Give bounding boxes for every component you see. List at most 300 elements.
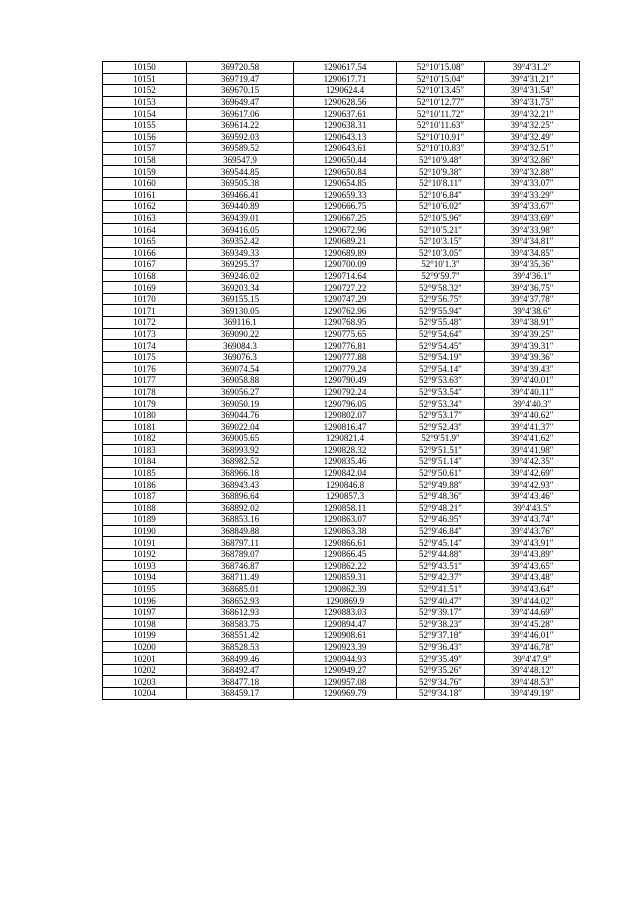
longitude-cell: 39°4′44.69″ [485,606,580,618]
latitude-cell: 52°10′8.11″ [397,177,485,189]
latitude-cell: 52°10′11.63″ [397,119,485,131]
table-row [103,212,580,224]
x-coordinate-cell: 369547.9 [187,154,294,166]
y-coordinate-cell: 1290638.31 [294,119,397,131]
table-row [103,479,580,491]
y-coordinate-cell: 1290628.56 [294,96,397,108]
y-coordinate-cell: 1290883.03 [294,606,397,618]
point-id-cell: 10184 [103,456,187,468]
longitude-cell: 39°4′39.43″ [485,363,580,375]
latitude-cell: 52°9′40.47″ [397,595,485,607]
point-id-cell: 10190 [103,525,187,537]
table-row [103,305,580,317]
point-id-cell: 10177 [103,375,187,387]
x-coordinate-cell: 369044.76 [187,409,294,421]
table-row [103,375,580,387]
longitude-cell: 39°4′38.91″ [485,317,580,329]
table-row [103,514,580,526]
latitude-cell: 52°10′10.91″ [397,131,485,143]
longitude-cell: 39°4′40.3″ [485,398,580,410]
latitude-cell: 52°9′49.88″ [397,479,485,491]
latitude-cell: 52°9′34.76″ [397,676,485,688]
point-id-cell: 10194 [103,572,187,584]
latitude-cell: 52°9′35.49″ [397,653,485,665]
table-row [103,653,580,665]
table-row [103,177,580,189]
longitude-cell: 39°4′34.85″ [485,247,580,259]
latitude-cell: 52°10′1.3″ [397,259,485,271]
table-row [103,583,580,595]
table-row [103,293,580,305]
latitude-cell: 52°9′46.84″ [397,525,485,537]
table-row [103,166,580,178]
table-row [103,328,580,340]
longitude-cell: 39°4′42.93″ [485,479,580,491]
point-id-cell: 10176 [103,363,187,375]
latitude-cell: 52°9′53.63″ [397,375,485,387]
x-coordinate-cell: 369440.89 [187,201,294,213]
y-coordinate-cell: 1290624.4 [294,85,397,97]
y-coordinate-cell: 1290894.47 [294,618,397,630]
latitude-cell: 52°9′54.45″ [397,340,485,352]
table-row [103,317,580,329]
table-row [103,131,580,143]
x-coordinate-cell: 369090.22 [187,328,294,340]
longitude-cell: 39°4′43.48″ [485,572,580,584]
longitude-cell: 39°4′45.28″ [485,618,580,630]
y-coordinate-cell: 1290957.08 [294,676,397,688]
x-coordinate-cell: 368652.93 [187,595,294,607]
longitude-cell: 39°4′43.91″ [485,537,580,549]
table-row [103,618,580,630]
point-id-cell: 10203 [103,676,187,688]
point-id-cell: 10195 [103,583,187,595]
table-row [103,641,580,653]
latitude-cell: 52°9′46.95″ [397,514,485,526]
table-row [103,224,580,236]
x-coordinate-cell: 368966.18 [187,467,294,479]
table-row [103,490,580,502]
point-id-cell: 10166 [103,247,187,259]
point-id-cell: 10183 [103,444,187,456]
point-id-cell: 10187 [103,490,187,502]
longitude-cell: 39°4′33.29″ [485,189,580,201]
longitude-cell: 39°4′39.25″ [485,328,580,340]
table-row [103,270,580,282]
table-row [103,189,580,201]
y-coordinate-cell: 1290862.22 [294,560,397,572]
latitude-cell: 52°9′54.14″ [397,363,485,375]
y-coordinate-cell: 1290775.65 [294,328,397,340]
latitude-cell: 52°9′42.37″ [397,572,485,584]
x-coordinate-cell: 369719.47 [187,73,294,85]
y-coordinate-cell: 1290672.96 [294,224,397,236]
latitude-cell: 52°9′53.34″ [397,398,485,410]
x-coordinate-cell: 369058.88 [187,375,294,387]
x-coordinate-cell: 369349.33 [187,247,294,259]
y-coordinate-cell: 1290846.8 [294,479,397,491]
point-id-cell: 10173 [103,328,187,340]
x-coordinate-cell: 369439.01 [187,212,294,224]
y-coordinate-cell: 1290828.32 [294,444,397,456]
table-row [103,247,580,259]
table-row [103,560,580,572]
x-coordinate-cell: 369670.15 [187,85,294,97]
latitude-cell: 52°9′56.75″ [397,293,485,305]
latitude-cell: 52°10′15.04″ [397,73,485,85]
x-coordinate-cell: 369116.1 [187,317,294,329]
point-id-cell: 10154 [103,108,187,120]
longitude-cell: 39°4′40.62″ [485,409,580,421]
point-id-cell: 10160 [103,177,187,189]
point-id-cell: 10162 [103,201,187,213]
longitude-cell: 39°4′36.1″ [485,270,580,282]
latitude-cell: 52°10′11.72″ [397,108,485,120]
longitude-cell: 39°4′43.64″ [485,583,580,595]
longitude-cell: 39°4′41.62″ [485,433,580,445]
longitude-cell: 39°4′48.53″ [485,676,580,688]
latitude-cell: 52°9′45.14″ [397,537,485,549]
y-coordinate-cell: 1290869.9 [294,595,397,607]
table-row [103,606,580,618]
longitude-cell: 39°4′32.25″ [485,119,580,131]
y-coordinate-cell: 1290857.3 [294,490,397,502]
x-coordinate-cell: 368746.87 [187,560,294,572]
point-id-cell: 10170 [103,293,187,305]
latitude-cell: 52°9′48.36″ [397,490,485,502]
table-row [103,363,580,375]
point-id-cell: 10163 [103,212,187,224]
point-id-cell: 10191 [103,537,187,549]
latitude-cell: 52°9′43.51″ [397,560,485,572]
point-id-cell: 10167 [103,259,187,271]
latitude-cell: 52°10′9.48″ [397,154,485,166]
table-row [103,62,580,74]
latitude-cell: 52°10′3.05″ [397,247,485,259]
coordinate-table [102,61,580,700]
longitude-cell: 39°4′31.21″ [485,73,580,85]
point-id-cell: 10193 [103,560,187,572]
y-coordinate-cell: 1290776.81 [294,340,397,352]
latitude-cell: 52°10′12.77″ [397,96,485,108]
latitude-cell: 52°9′55.48″ [397,317,485,329]
longitude-cell: 39°4′32.51″ [485,143,580,155]
y-coordinate-cell: 1290768.95 [294,317,397,329]
longitude-cell: 39°4′37.78″ [485,293,580,305]
latitude-cell: 52°9′53.54″ [397,386,485,398]
point-id-cell: 10174 [103,340,187,352]
longitude-cell: 39°4′40.01″ [485,375,580,387]
y-coordinate-cell: 1290802.07 [294,409,397,421]
x-coordinate-cell: 368993.92 [187,444,294,456]
longitude-cell: 39°4′33.98″ [485,224,580,236]
point-id-cell: 10152 [103,85,187,97]
longitude-cell: 39°4′39.36″ [485,351,580,363]
x-coordinate-cell: 369130.05 [187,305,294,317]
table-row [103,548,580,560]
x-coordinate-cell: 369074.54 [187,363,294,375]
table-row [103,572,580,584]
point-id-cell: 10168 [103,270,187,282]
x-coordinate-cell: 369544.85 [187,166,294,178]
y-coordinate-cell: 1290821.4 [294,433,397,445]
latitude-cell: 52°10′10.83″ [397,143,485,155]
table-row [103,537,580,549]
longitude-cell: 39°4′32.86″ [485,154,580,166]
y-coordinate-cell: 1290727.22 [294,282,397,294]
x-coordinate-cell: 368892.02 [187,502,294,514]
y-coordinate-cell: 1290650.84 [294,166,397,178]
table-row [103,282,580,294]
y-coordinate-cell: 1290790.49 [294,375,397,387]
table-row [103,154,580,166]
y-coordinate-cell: 1290858.11 [294,502,397,514]
longitude-cell: 39°4′46.78″ [485,641,580,653]
x-coordinate-cell: 369614.22 [187,119,294,131]
x-coordinate-cell: 368459.17 [187,688,294,700]
table-row [103,444,580,456]
longitude-cell: 39°4′32.49″ [485,131,580,143]
latitude-cell: 52°9′35.26″ [397,664,485,676]
longitude-cell: 39°4′35.36″ [485,259,580,271]
table-row [103,96,580,108]
longitude-cell: 39°4′32.21″ [485,108,580,120]
x-coordinate-cell: 368853.16 [187,514,294,526]
y-coordinate-cell: 1290866.61 [294,537,397,549]
table-row [103,467,580,479]
x-coordinate-cell: 368896.64 [187,490,294,502]
table-row [103,630,580,642]
latitude-cell: 52°10′5.96″ [397,212,485,224]
point-id-cell: 10158 [103,154,187,166]
longitude-cell: 39°4′31.2″ [485,62,580,74]
x-coordinate-cell: 368711.49 [187,572,294,584]
point-id-cell: 10181 [103,421,187,433]
latitude-cell: 52°9′51.51″ [397,444,485,456]
y-coordinate-cell: 1290689.89 [294,247,397,259]
latitude-cell: 52°10′6.84″ [397,189,485,201]
x-coordinate-cell: 369589.52 [187,143,294,155]
point-id-cell: 10175 [103,351,187,363]
point-id-cell: 10169 [103,282,187,294]
x-coordinate-cell: 369084.3 [187,340,294,352]
point-id-cell: 10189 [103,514,187,526]
x-coordinate-cell: 369649.47 [187,96,294,108]
longitude-cell: 39°4′41.98″ [485,444,580,456]
point-id-cell: 10185 [103,467,187,479]
point-id-cell: 10197 [103,606,187,618]
x-coordinate-cell: 369056.27 [187,386,294,398]
x-coordinate-cell: 368849.88 [187,525,294,537]
y-coordinate-cell: 1290617.71 [294,73,397,85]
longitude-cell: 39°4′39.31″ [485,340,580,352]
point-id-cell: 10161 [103,189,187,201]
point-id-cell: 10179 [103,398,187,410]
table-row [103,85,580,97]
table-row [103,351,580,363]
table-row [103,143,580,155]
longitude-cell: 39°4′46.01″ [485,630,580,642]
longitude-cell: 39°4′49.19″ [485,688,580,700]
point-id-cell: 10156 [103,131,187,143]
x-coordinate-cell: 368551.42 [187,630,294,642]
point-id-cell: 10171 [103,305,187,317]
y-coordinate-cell: 1290666.75 [294,201,397,213]
point-id-cell: 10188 [103,502,187,514]
longitude-cell: 39°4′48.12″ [485,664,580,676]
y-coordinate-cell: 1290777.88 [294,351,397,363]
longitude-cell: 39°4′43.89″ [485,548,580,560]
latitude-cell: 52°9′53.17″ [397,409,485,421]
x-coordinate-cell: 369005.65 [187,433,294,445]
table-row [103,259,580,271]
x-coordinate-cell: 368492.47 [187,664,294,676]
longitude-cell: 39°4′42.69″ [485,467,580,479]
longitude-cell: 39°4′47.9″ [485,653,580,665]
latitude-cell: 52°9′51.9″ [397,433,485,445]
latitude-cell: 52°10′6.02″ [397,201,485,213]
point-id-cell: 10204 [103,688,187,700]
longitude-cell: 39°4′41.37″ [485,421,580,433]
y-coordinate-cell: 1290859.31 [294,572,397,584]
y-coordinate-cell: 1290863.38 [294,525,397,537]
x-coordinate-cell: 369416.05 [187,224,294,236]
y-coordinate-cell: 1290643.61 [294,143,397,155]
point-id-cell: 10202 [103,664,187,676]
point-id-cell: 10200 [103,641,187,653]
x-coordinate-cell: 369720.58 [187,62,294,74]
x-coordinate-cell: 368943.43 [187,479,294,491]
y-coordinate-cell: 1290969.79 [294,688,397,700]
y-coordinate-cell: 1290863.07 [294,514,397,526]
y-coordinate-cell: 1290714.64 [294,270,397,282]
point-id-cell: 10159 [103,166,187,178]
latitude-cell: 52°10′13.45″ [397,85,485,97]
latitude-cell: 52°10′15.08″ [397,62,485,74]
x-coordinate-cell: 369203.34 [187,282,294,294]
y-coordinate-cell: 1290689.21 [294,235,397,247]
latitude-cell: 52°9′50.61″ [397,467,485,479]
x-coordinate-cell: 369617.06 [187,108,294,120]
latitude-cell: 52°9′48.21″ [397,502,485,514]
table-row [103,386,580,398]
table-row [103,73,580,85]
x-coordinate-cell: 368612.93 [187,606,294,618]
x-coordinate-cell: 369022.04 [187,421,294,433]
latitude-cell: 52°9′55.94″ [397,305,485,317]
point-id-cell: 10164 [103,224,187,236]
point-id-cell: 10186 [103,479,187,491]
coordinate-table-body [103,62,580,700]
x-coordinate-cell: 369592.03 [187,131,294,143]
longitude-cell: 39°4′43.65″ [485,560,580,572]
table-row [103,398,580,410]
y-coordinate-cell: 1290762.96 [294,305,397,317]
y-coordinate-cell: 1290650.44 [294,154,397,166]
y-coordinate-cell: 1290835.46 [294,456,397,468]
point-id-cell: 10151 [103,73,187,85]
table-row [103,456,580,468]
y-coordinate-cell: 1290908.61 [294,630,397,642]
point-id-cell: 10180 [103,409,187,421]
table-row [103,664,580,676]
y-coordinate-cell: 1290796.05 [294,398,397,410]
latitude-cell: 52°10′5.21″ [397,224,485,236]
point-id-cell: 10199 [103,630,187,642]
longitude-cell: 39°4′43.46″ [485,490,580,502]
table-row [103,340,580,352]
table-row [103,676,580,688]
point-id-cell: 10155 [103,119,187,131]
x-coordinate-cell: 368528.53 [187,641,294,653]
table-row [103,525,580,537]
y-coordinate-cell: 1290654.85 [294,177,397,189]
point-id-cell: 10150 [103,62,187,74]
table-row [103,688,580,700]
x-coordinate-cell: 369246.02 [187,270,294,282]
table-row [103,421,580,433]
longitude-cell: 39°4′32.88″ [485,166,580,178]
x-coordinate-cell: 368982.52 [187,456,294,468]
x-coordinate-cell: 368499.46 [187,653,294,665]
point-id-cell: 10172 [103,317,187,329]
x-coordinate-cell: 368685.01 [187,583,294,595]
point-id-cell: 10192 [103,548,187,560]
latitude-cell: 52°9′58.32″ [397,282,485,294]
longitude-cell: 39°4′33.07″ [485,177,580,189]
y-coordinate-cell: 1290659.33 [294,189,397,201]
latitude-cell: 52°9′54.64″ [397,328,485,340]
point-id-cell: 10157 [103,143,187,155]
y-coordinate-cell: 1290862.39 [294,583,397,595]
x-coordinate-cell: 369076.3 [187,351,294,363]
point-id-cell: 10153 [103,96,187,108]
table-row [103,201,580,213]
latitude-cell: 52°9′39.17″ [397,606,485,618]
point-id-cell: 10182 [103,433,187,445]
latitude-cell: 52°9′59.7″ [397,270,485,282]
latitude-cell: 52°9′54.19″ [397,351,485,363]
latitude-cell: 52°9′37.18″ [397,630,485,642]
y-coordinate-cell: 1290637.61 [294,108,397,120]
latitude-cell: 52°9′38.23″ [397,618,485,630]
y-coordinate-cell: 1290747.29 [294,293,397,305]
latitude-cell: 52°9′51.14″ [397,456,485,468]
table-row [103,235,580,247]
y-coordinate-cell: 1290944.93 [294,653,397,665]
point-id-cell: 10165 [103,235,187,247]
longitude-cell: 39°4′44.02″ [485,595,580,607]
y-coordinate-cell: 1290949.27 [294,664,397,676]
latitude-cell: 52°9′34.18″ [397,688,485,700]
longitude-cell: 39°4′34.81″ [485,235,580,247]
x-coordinate-cell: 368583.75 [187,618,294,630]
latitude-cell: 52°9′36.43″ [397,641,485,653]
y-coordinate-cell: 1290667.25 [294,212,397,224]
latitude-cell: 52°10′9.38″ [397,166,485,178]
longitude-cell: 39°4′31.75″ [485,96,580,108]
latitude-cell: 52°9′52.43″ [397,421,485,433]
longitude-cell: 39°4′33.69″ [485,212,580,224]
longitude-cell: 39°4′38.6″ [485,305,580,317]
y-coordinate-cell: 1290617.54 [294,62,397,74]
longitude-cell: 39°4′43.76″ [485,525,580,537]
longitude-cell: 39°4′33.67″ [485,201,580,213]
y-coordinate-cell: 1290792.24 [294,386,397,398]
table-row [103,119,580,131]
point-id-cell: 10196 [103,595,187,607]
x-coordinate-cell: 369505.38 [187,177,294,189]
